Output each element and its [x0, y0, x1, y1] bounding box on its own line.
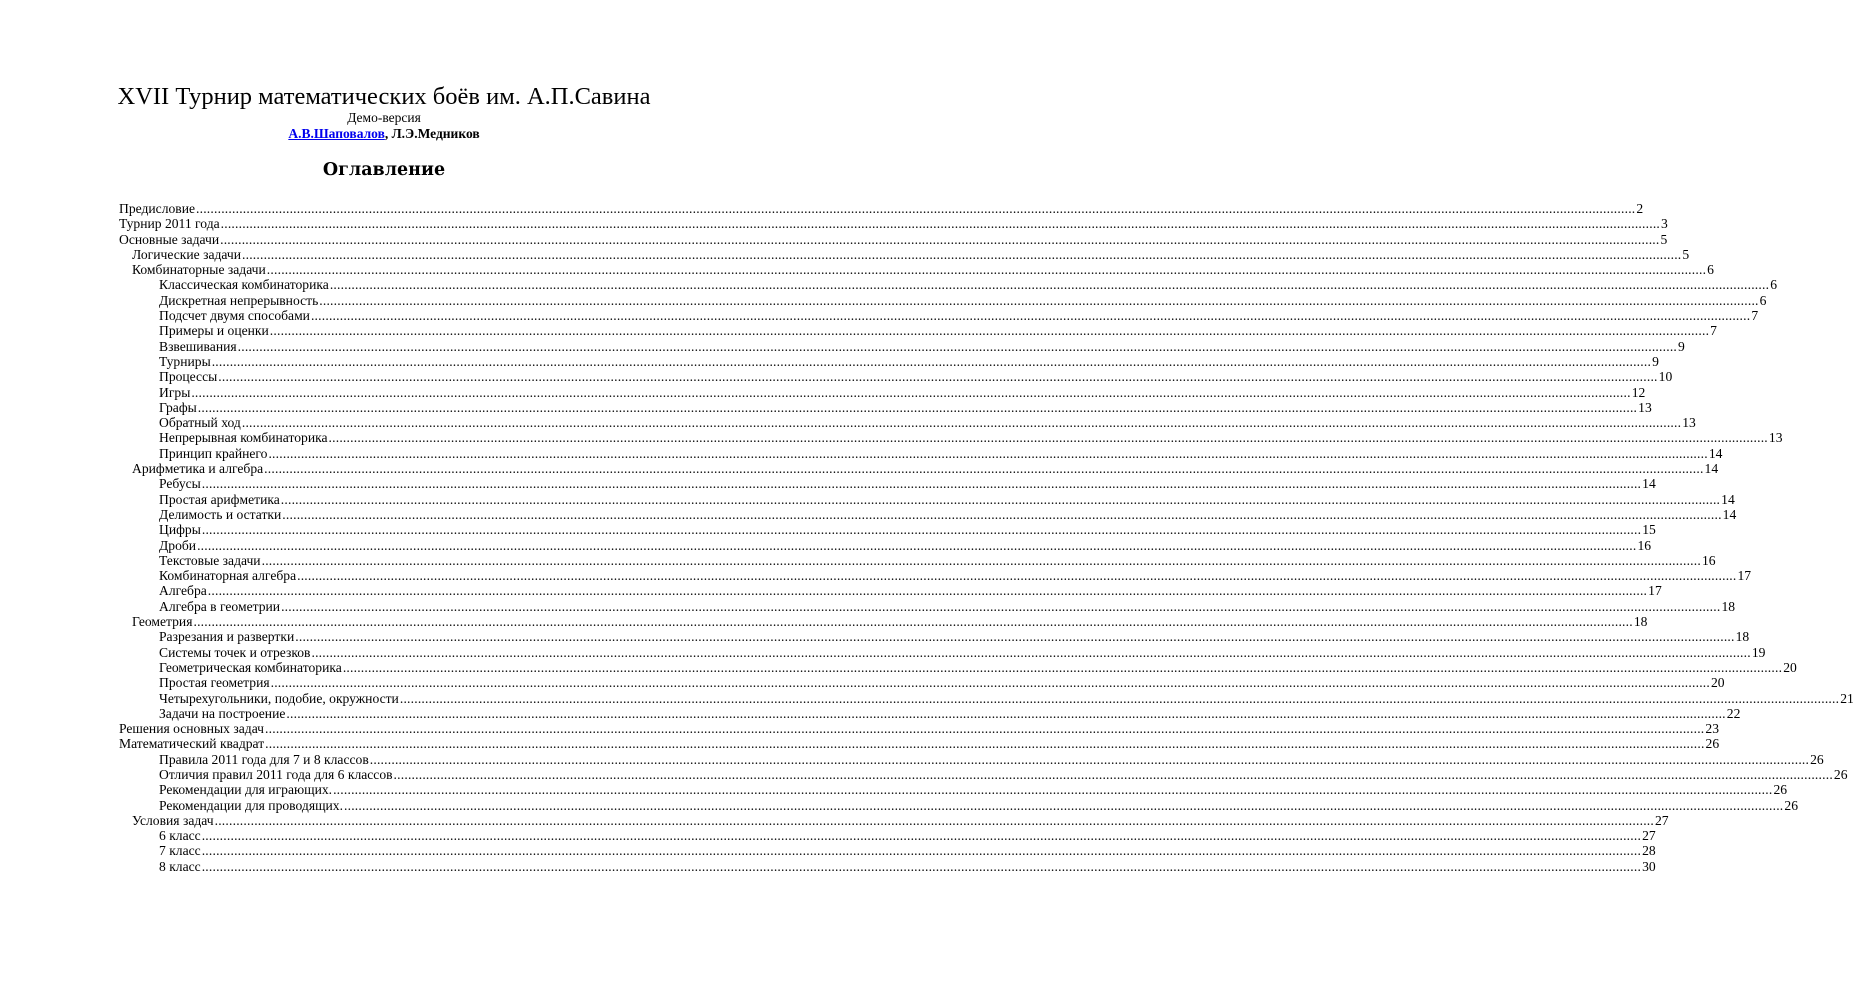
toc-entry[interactable] — [119, 858, 1656, 874]
toc-entry[interactable] — [119, 430, 1783, 446]
toc-dot-leader: ................................................................................................................................................................................................................................................................................................................................................................................................................ — [268, 445, 1708, 461]
toc-dot-leader: ................................................................................................................................................................................................................................................................................................................................................................................................................ — [369, 751, 1810, 767]
toc-dot-leader: ................................................................................................................................................................................................................................................................................................................................................................................................................ — [282, 506, 1722, 522]
toc-entry-page: 14 — [1708, 445, 1723, 461]
toc-entry[interactable] — [119, 782, 1788, 798]
toc-entry-page: 7 — [1751, 308, 1759, 324]
toc-entry-page: 5 — [1660, 231, 1668, 247]
toc-entry-title: Цифры — [159, 522, 201, 538]
toc-entry[interactable] — [119, 828, 1656, 844]
toc-entry-page: 20 — [1710, 675, 1725, 691]
toc-entry[interactable] — [119, 415, 1696, 431]
toc-dot-leader: ................................................................................................................................................................................................................................................................................................................................................................................................................ — [328, 430, 1768, 446]
toc-dot-leader: ................................................................................................................................................................................................................................................................................................................................................................................................................ — [319, 292, 1759, 308]
toc-entry[interactable] — [119, 522, 1656, 538]
toc-entry[interactable] — [119, 644, 1766, 660]
toc-entry[interactable] — [119, 353, 1659, 369]
toc-entry[interactable] — [119, 751, 1824, 767]
toc-entry-title: Графы — [159, 399, 197, 415]
document-title: XVII Турнир математических боёв им. А.П.Савина — [117, 83, 651, 110]
toc-entry-title: Правила 2011 года для 7 и 8 классов — [159, 751, 369, 767]
toc-entry-title: Четырехугольники, подобие, окружности — [159, 690, 399, 706]
toc-dot-leader: ................................................................................................................................................................................................................................................................................................................................................................................................................ — [281, 598, 1721, 614]
toc-entry-title: Непрерывная комбинаторика — [159, 430, 328, 446]
toc-entry-title: Геометрия — [132, 614, 193, 630]
toc-dot-leader: ................................................................................................................................................................................................................................................................................................................................................................................................................ — [201, 843, 1642, 859]
toc-heading: Оглавление — [322, 160, 446, 180]
toc-dot-leader: ................................................................................................................................................................................................................................................................................................................................................................................................................ — [218, 369, 1658, 385]
toc-entry-title: Текстовые задачи — [159, 552, 261, 568]
author-link-shapovalov[interactable]: А.В.Шаповалов — [288, 126, 385, 141]
author-separator: , — [384, 126, 392, 141]
toc-dot-leader: ................................................................................................................................................................................................................................................................................................................................................................................................................ — [191, 384, 1631, 400]
toc-entry-page: 22 — [1726, 705, 1741, 721]
toc-entry[interactable] — [119, 537, 1652, 553]
toc-entry-title: Ребусы — [159, 476, 201, 492]
toc-dot-leader: ................................................................................................................................................................................................................................................................................................................................................................................................................ — [211, 353, 1652, 369]
toc-entry-page: 21 — [1840, 690, 1854, 706]
toc-dot-leader: ................................................................................................................................................................................................................................................................................................................................................................................................................ — [214, 812, 1654, 828]
toc-entry[interactable] — [119, 598, 1736, 614]
toc-dot-leader: ................................................................................................................................................................................................................................................................................................................................................................................................................ — [265, 736, 1705, 752]
toc-dot-leader: ................................................................................................................................................................................................................................................................................................................................................................................................................ — [393, 766, 1833, 782]
toc-entry[interactable] — [119, 736, 1720, 752]
toc-entry-page: 6 — [1770, 277, 1777, 293]
toc-entry-title: Решения основных задач — [119, 721, 265, 737]
toc-entry[interactable] — [119, 491, 1735, 507]
toc-entry-page: 7 — [1710, 323, 1717, 339]
toc-entry-title: Комбинаторная алгебра — [159, 568, 297, 584]
toc-entry-page: 17 — [1737, 568, 1752, 584]
authors-line — [0, 126, 768, 142]
toc-dot-leader: ................................................................................................................................................................................................................................................................................................................................................................................................................ — [201, 828, 1642, 844]
toc-entry-page: 23 — [1705, 721, 1719, 737]
toc-entry[interactable] — [119, 506, 1737, 522]
toc-entry-title: Принцип крайнего — [159, 445, 268, 461]
toc-dot-leader: ................................................................................................................................................................................................................................................................................................................................................................................................................ — [197, 399, 1638, 415]
toc-dot-leader: ................................................................................................................................................................................................................................................................................................................................................................................................................ — [270, 675, 1710, 691]
toc-entry-page: 15 — [1642, 522, 1656, 538]
toc-entry-page: 27 — [1642, 828, 1656, 844]
toc-dot-leader: ................................................................................................................................................................................................................................................................................................................................................................................................................ — [297, 568, 1737, 584]
toc-entry-page: 3 — [1661, 216, 1668, 232]
toc-entry-title: Разрезания и развертки — [159, 629, 295, 645]
toc-entry-title: Задачи на построение — [159, 705, 286, 721]
toc-entry-page: 14 — [1722, 506, 1737, 522]
toc-entry-title: Условия задач — [132, 812, 214, 828]
toc-dot-leader: ................................................................................................................................................................................................................................................................................................................................................................................................................ — [286, 705, 1726, 721]
toc-entry-title: Дроби — [159, 537, 197, 553]
toc-entry-title: Турниры — [159, 353, 211, 369]
toc-entry[interactable] — [119, 476, 1656, 492]
toc-entry[interactable] — [119, 614, 1648, 630]
toc-entry[interactable] — [119, 323, 1717, 339]
toc-entry-page: 9 — [1652, 353, 1659, 369]
toc-entry-title: Классическая комбинаторика — [159, 277, 329, 293]
toc-entry-title: Процессы — [159, 369, 218, 385]
toc-entry-page: 18 — [1721, 598, 1736, 614]
toc-dot-leader: ................................................................................................................................................................................................................................................................................................................................................................................................................ — [266, 262, 1707, 278]
toc-dot-leader: ................................................................................................................................................................................................................................................................................................................................................................................................................ — [261, 552, 1701, 568]
toc-entry-title: 7 класс — [159, 843, 201, 859]
toc-entry-page: 18 — [1735, 629, 1750, 645]
toc-entry-title: Обратный ход — [159, 415, 241, 431]
toc-entry-title: Геометрическая комбинаторика — [159, 659, 342, 675]
toc-entry[interactable] — [119, 705, 1741, 721]
toc-entry-page: 6 — [1759, 292, 1767, 308]
toc-entry-title: Примеры и оценки — [159, 323, 269, 339]
toc-dot-leader: ................................................................................................................................................................................................................................................................................................................................................................................................................ — [265, 721, 1705, 737]
toc-dot-leader: ................................................................................................................................................................................................................................................................................................................................................................................................................ — [193, 614, 1633, 630]
toc-entry[interactable] — [119, 568, 1752, 584]
toc-dot-leader: ................................................................................................................................................................................................................................................................................................................................................................................................................ — [269, 323, 1710, 339]
toc-dot-leader: ................................................................................................................................................................................................................................................................................................................................................................................................................ — [201, 522, 1642, 538]
toc-entry-title: Отличия правил 2011 года для 6 классов — [159, 766, 393, 782]
toc-entry-title: Подсчет двумя способами — [159, 308, 310, 324]
toc-entry[interactable] — [119, 338, 1685, 354]
toc-entry-page: 6 — [1707, 262, 1714, 278]
toc-entry[interactable] — [119, 721, 1719, 737]
toc-entry-page: 26 — [1773, 782, 1788, 798]
toc-dot-leader: ................................................................................................................................................................................................................................................................................................................................................................................................................ — [280, 491, 1721, 507]
toc-entry-title: Алгебра — [159, 583, 207, 599]
toc-entry-page: 26 — [1810, 751, 1824, 767]
author-mednikov: Л.Э.Медников — [391, 126, 480, 141]
toc-entry[interactable] — [119, 629, 1750, 645]
toc-entry-title: Логические задачи — [132, 246, 242, 262]
toc-entry-page: 26 — [1784, 797, 1798, 813]
toc-entry-page: 26 — [1705, 736, 1720, 752]
toc-dot-leader: ................................................................................................................................................................................................................................................................................................................................................................................................................ — [344, 797, 1784, 813]
toc-dot-leader: ................................................................................................................................................................................................................................................................................................................................................................................................................ — [237, 338, 1678, 354]
toc-entry[interactable] — [119, 277, 1777, 293]
toc-dot-leader: ................................................................................................................................................................................................................................................................................................................................................................................................................ — [295, 629, 1735, 645]
toc-entry-title: Простая арифметика — [159, 491, 280, 507]
toc-dot-leader: ................................................................................................................................................................................................................................................................................................................................................................................................................ — [342, 659, 1783, 675]
toc-entry-title: Дискретная непрерывность — [159, 292, 319, 308]
toc-entry[interactable] — [119, 552, 1716, 568]
toc-entry-page: 30 — [1642, 858, 1656, 874]
toc-entry-page: 14 — [1642, 476, 1656, 492]
toc-entry[interactable] — [119, 262, 1714, 278]
toc-entry[interactable] — [119, 216, 1668, 232]
toc-entry-title: 6 класс — [159, 828, 201, 844]
toc-entry-title: Делимость и остатки — [159, 506, 282, 522]
toc-entry-title: Арифметика и алгебра — [132, 461, 264, 477]
toc-entry[interactable] — [119, 797, 1798, 813]
toc-dot-leader: ................................................................................................................................................................................................................................................................................................................................................................................................................ — [329, 277, 1770, 293]
toc-dot-leader: ................................................................................................................................................................................................................................................................................................................................................................................................................ — [220, 216, 1661, 232]
toc-entry-page: 19 — [1751, 644, 1766, 660]
toc-entry[interactable] — [119, 308, 1759, 324]
toc-entry-title: Математический квадрат — [119, 736, 265, 752]
toc-dot-leader: ................................................................................................................................................................................................................................................................................................................................................................................................................ — [220, 231, 1660, 247]
toc-entry[interactable] — [119, 461, 1719, 477]
toc-entry-page: 18 — [1633, 614, 1648, 630]
toc-entry[interactable] — [119, 445, 1723, 461]
toc-dot-leader: ................................................................................................................................................................................................................................................................................................................................................................................................................ — [201, 858, 1642, 874]
toc-entry-title: Предисловие — [119, 201, 196, 216]
toc-entry-title: Рекомендации для играющих. — [159, 782, 333, 798]
toc-entry[interactable] — [119, 812, 1669, 828]
toc-entry[interactable] — [119, 690, 1854, 706]
toc-entry[interactable] — [119, 583, 1662, 599]
toc-entry-title: 8 класс — [159, 858, 201, 874]
toc-entry-page: 5 — [1682, 246, 1690, 262]
toc-entry-page: 12 — [1631, 384, 1646, 400]
toc-entry-page: 13 — [1682, 415, 1696, 431]
toc-entry-page: 20 — [1783, 659, 1797, 675]
toc-entry-page: 16 — [1701, 552, 1716, 568]
toc-dot-leader: ................................................................................................................................................................................................................................................................................................................................................................................................................ — [242, 246, 1682, 262]
toc-dot-leader: ................................................................................................................................................................................................................................................................................................................................................................................................................ — [399, 690, 1840, 706]
toc-entry[interactable] — [119, 201, 1644, 216]
toc-entry[interactable] — [119, 292, 1767, 308]
toc-entry-title: Взвешивания — [159, 338, 237, 354]
toc-entry-title: Основные задачи — [119, 231, 220, 247]
toc-entry-page: 27 — [1654, 812, 1669, 828]
toc-entry-page: 26 — [1833, 766, 1848, 782]
toc-entry[interactable] — [119, 675, 1725, 691]
toc-entry-page: 13 — [1768, 430, 1783, 446]
toc-dot-leader: ................................................................................................................................................................................................................................................................................................................................................................................................................ — [264, 461, 1704, 477]
toc-entry-title: Игры — [159, 384, 191, 400]
toc-entry[interactable] — [119, 369, 1673, 385]
toc-entry[interactable] — [119, 246, 1690, 262]
toc-entry-page: 28 — [1642, 843, 1656, 859]
toc-entry-title: Простая геометрия — [159, 675, 270, 691]
toc-entry[interactable] — [119, 384, 1646, 400]
toc-entry-title: Комбинаторные задачи — [132, 262, 266, 278]
toc-dot-leader: ................................................................................................................................................................................................................................................................................................................................................................................................................ — [311, 644, 1751, 660]
toc-entry[interactable] — [119, 766, 1848, 782]
toc-entry[interactable] — [119, 843, 1656, 859]
toc-entry-page: 17 — [1648, 583, 1662, 599]
toc-dot-leader: ................................................................................................................................................................................................................................................................................................................................................................................................................ — [196, 201, 1636, 216]
toc-entry-title: Турнир 2011 года — [119, 216, 220, 232]
toc-entry-page: 14 — [1704, 461, 1719, 477]
toc-entry-title: Рекомендации для проводящих. — [159, 797, 344, 813]
toc-dot-leader: ................................................................................................................................................................................................................................................................................................................................................................................................................ — [201, 476, 1642, 492]
toc-entry-page: 16 — [1637, 537, 1652, 553]
table-of-contents — [119, 201, 1854, 874]
toc-entry[interactable] — [119, 231, 1668, 247]
toc-entry-page: 10 — [1658, 369, 1673, 385]
toc-entry-title: Системы точек и отрезков — [159, 644, 311, 660]
toc-entry-page: 14 — [1721, 491, 1735, 507]
toc-dot-leader: ................................................................................................................................................................................................................................................................................................................................................................................................................ — [241, 415, 1682, 431]
toc-dot-leader: ................................................................................................................................................................................................................................................................................................................................................................................................................ — [310, 308, 1751, 324]
toc-entry-page: 13 — [1638, 399, 1652, 415]
toc-dot-leader: ................................................................................................................................................................................................................................................................................................................................................................................................................ — [207, 583, 1648, 599]
document-subtitle: Демо-версия — [347, 110, 421, 125]
toc-entry[interactable] — [119, 399, 1652, 415]
toc-entry-title: Алгебра в геометрии — [159, 598, 281, 614]
toc-dot-leader: ................................................................................................................................................................................................................................................................................................................................................................................................................ — [333, 782, 1773, 798]
toc-entry-page: 2 — [1636, 201, 1644, 216]
toc-entry-page: 9 — [1678, 338, 1685, 354]
toc-entry[interactable] — [119, 659, 1797, 675]
toc-dot-leader: ................................................................................................................................................................................................................................................................................................................................................................................................................ — [197, 537, 1637, 553]
